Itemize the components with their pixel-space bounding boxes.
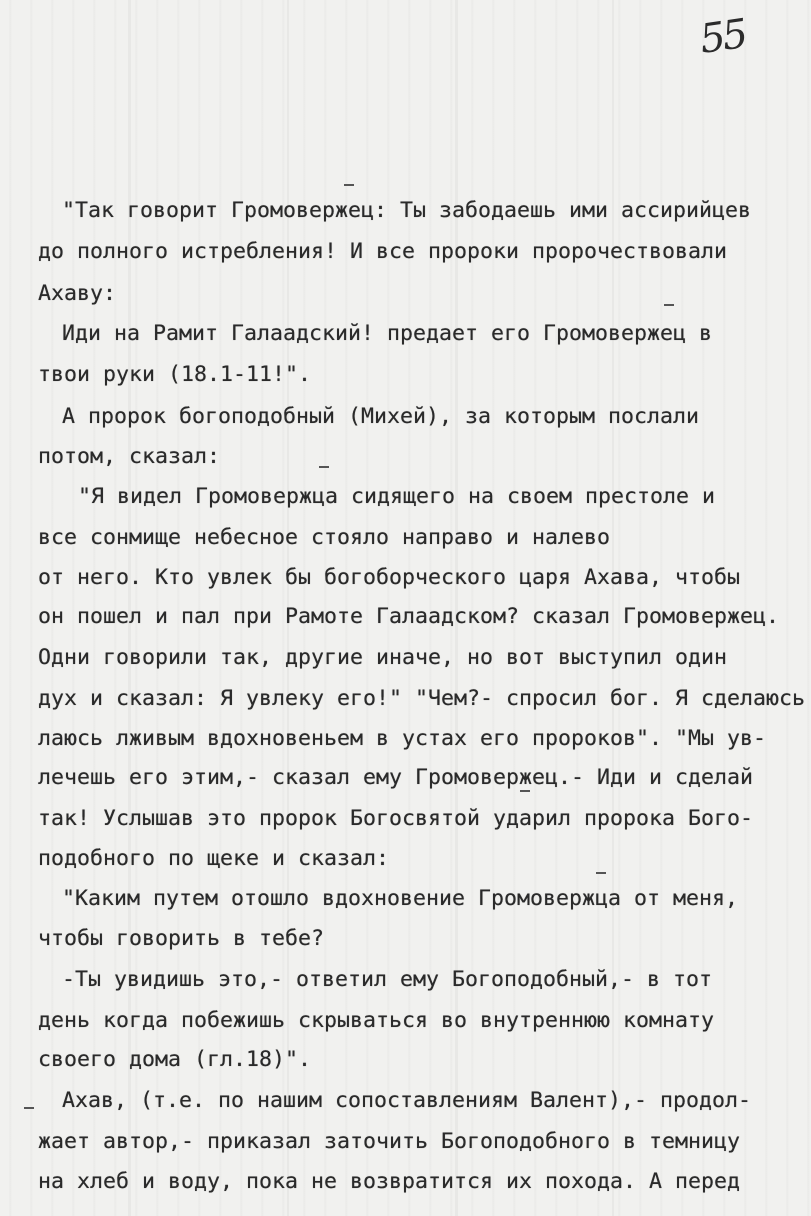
overtype-mark	[319, 466, 329, 468]
overtype-mark	[344, 184, 354, 186]
text-line: чтобы говорить в тебе?	[38, 926, 325, 951]
overtype-mark	[664, 304, 674, 306]
text-line: подобного по щеке и сказал:	[38, 846, 390, 871]
text-line: день когда побежишь скрываться во внутреннюю комнату	[38, 1008, 715, 1033]
text-line: на хлеб и воду, пока не возвратится их похода. А перед	[38, 1169, 741, 1194]
text-line: "Я видел Громовержца сидящего на своем престоле и	[78, 484, 716, 509]
text-line: лечешь его этим,- сказал ему Громовержец.- Иди и сделай	[38, 765, 754, 790]
text-line: дух и сказал: Я увлеку его!" "Чем?- спросил бог. Я сделаюсь	[38, 686, 806, 711]
text-line: до полного истребления! И все пророки пророчествовали	[38, 239, 728, 264]
page-number: 55	[697, 11, 748, 63]
overtype-mark	[596, 872, 606, 874]
text-line: -Ты увидишь это,- ответил ему Богоподобный,- в тот	[62, 967, 713, 992]
text-line: "Каким путем отошло вдохновение Громовержца от меня,	[62, 886, 739, 911]
text-line: потом, сказал:	[38, 444, 221, 469]
text-line: Одни говорили так, другие иначе, но вот выступил один	[38, 645, 728, 670]
text-line: жает автор,- приказал заточить Богоподобного в темницу	[38, 1129, 741, 1154]
text-line: своего дома (гл.18)".	[38, 1047, 312, 1072]
text-line: А пророк богоподобный (Михей), за которым послали	[62, 404, 700, 429]
overtype-mark	[520, 790, 530, 792]
text-line: "Так говорит Громовержец: Ты забодаешь ими ассирийцев	[62, 198, 752, 223]
text-line: от него. Кто увлек бы богоборческого царя Ахава, чтобы	[38, 565, 741, 590]
text-line: так! Услышав это пророк Богосвятой ударил пророка Бого-	[38, 806, 754, 831]
text-line: он пошел и пал при Рамоте Галаадском? сказал Громовержец.	[38, 604, 780, 629]
text-line: Иди на Рамит Галаадский! предает его Громовержец в	[62, 321, 713, 346]
text-line: Ахаву:	[38, 281, 117, 306]
text-line: твои руки (18.1-11!".	[38, 362, 312, 387]
overtype-mark	[24, 1107, 34, 1109]
text-line: Ахав, (т.е. по нашим сопоставлениям Валент),- продол-	[62, 1088, 752, 1113]
text-line: все сонмище небесное стояло направо и налево	[38, 525, 611, 550]
text-line: лаюсь лживым вдохновеньем в устах его пророков". "Мы ув-	[38, 726, 767, 751]
